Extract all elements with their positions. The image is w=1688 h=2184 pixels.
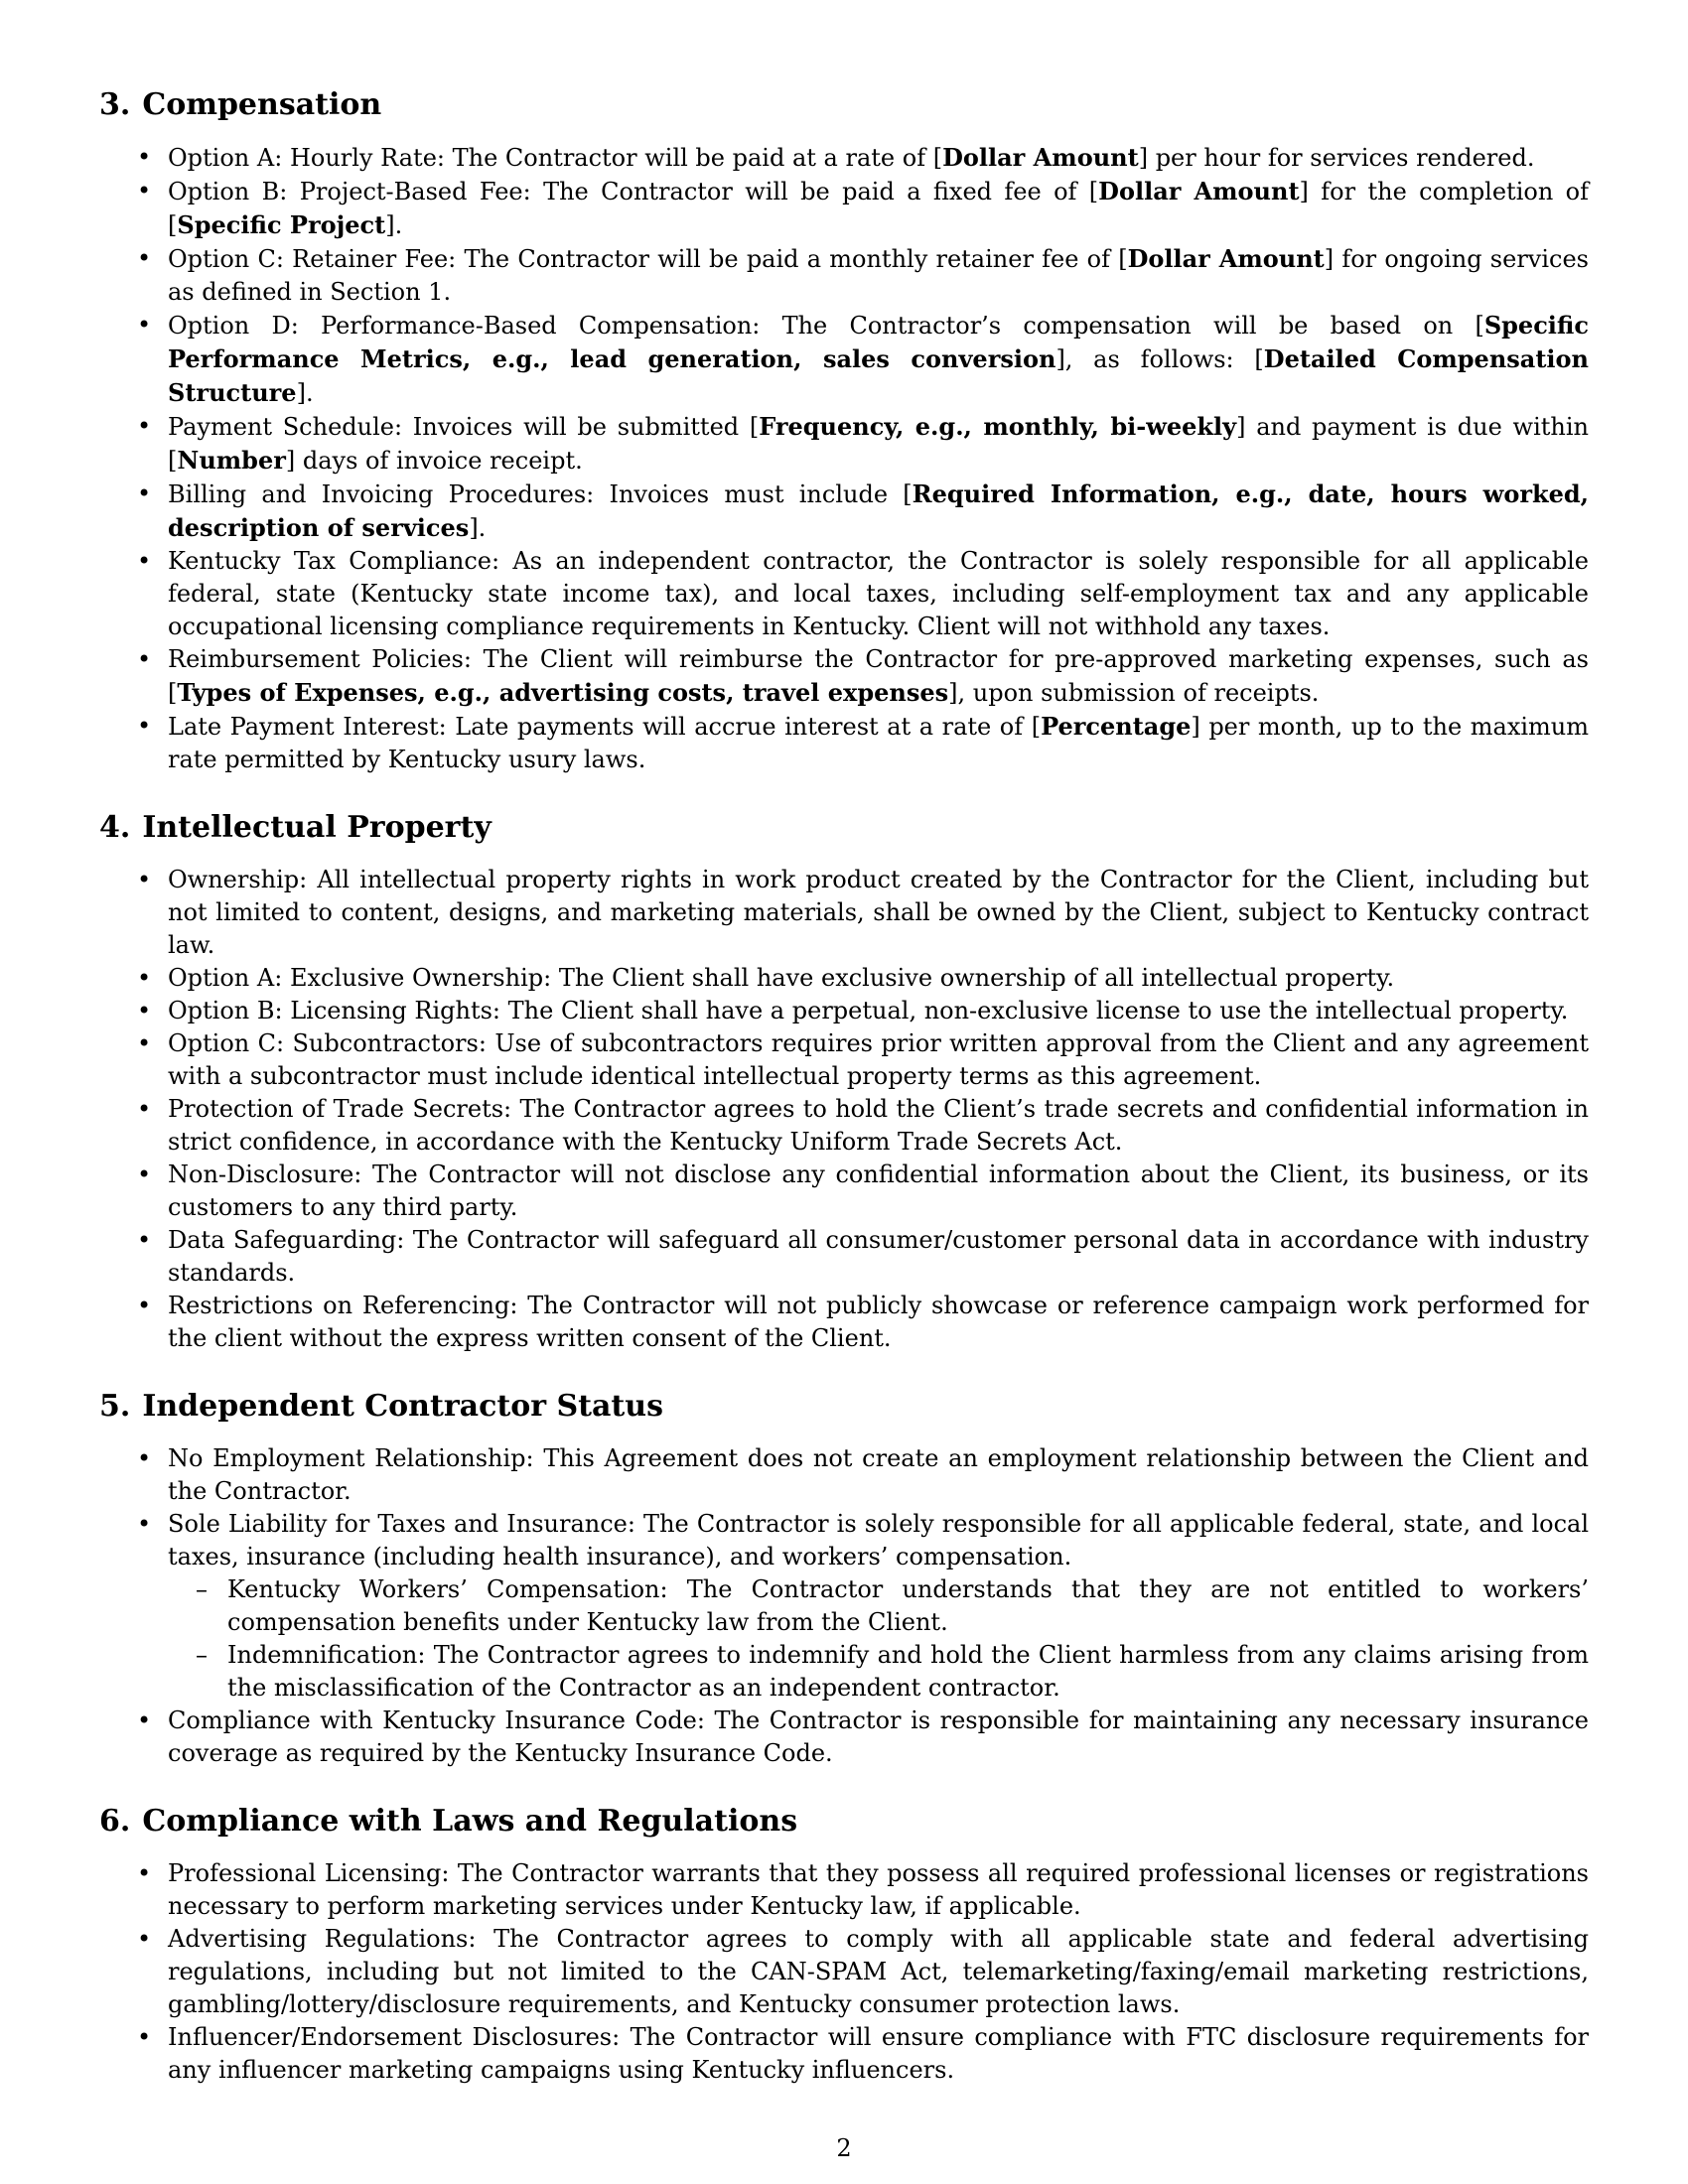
bullet-list (99, 1442, 1589, 1770)
list-item (99, 1159, 1589, 1224)
section-number: 3. (99, 87, 131, 122)
item-text: ]. (296, 379, 314, 407)
section-title: Compliance with Laws and Regulations (142, 1804, 798, 1839)
list-item (99, 478, 1589, 545)
section-heading (99, 810, 1589, 846)
placeholder-field: Dollar Amount (942, 143, 1139, 172)
document-page (99, 87, 1589, 2120)
item-text: Restrictions on Referencing: The Contractor will not publicly showcase or reference campaign work performed for the client without the express written consent of the Client. (168, 1292, 1589, 1352)
item-text: Billing and Invoicing Procedures: Invoices must include [ (168, 480, 913, 508)
item-text: ] days of invoice receipt. (285, 447, 583, 475)
list-item (99, 1923, 1589, 2021)
placeholder-field: Number (177, 446, 286, 475)
item-text: Option C: Subcontractors: Use of subcontractors requires prior written approval from the Client and any agreement with a subcontractor must include identical intellectual property terms as this agreement. (168, 1029, 1589, 1090)
list-item (99, 1290, 1589, 1355)
placeholder-field: Types of Expenses, e.g., advertising costs, travel expenses (177, 678, 949, 707)
section-3 (99, 87, 1589, 776)
list-item (99, 242, 1589, 309)
section-4 (99, 810, 1589, 1355)
item-text: Option D: Performance-Based Compensation: The Contractor’s compensation will be based on [ (168, 312, 1484, 340)
placeholder-field: Dollar Amount (1127, 244, 1325, 273)
item-text: Payment Schedule: Invoices will be submitted [ (168, 413, 760, 441)
list-item (99, 1093, 1589, 1159)
list-item (99, 545, 1589, 643)
section-number: 6. (99, 1804, 131, 1839)
page-number: 2 (836, 2134, 852, 2162)
item-text: ] for the completion of [ (168, 178, 1590, 239)
item-text: Option A: Hourly Rate: The Contractor will be paid at a rate of [ (168, 144, 943, 172)
placeholder-field: Specific Performance Metrics, e.g., lead generation, sales conversion (168, 311, 1589, 373)
list-item (99, 1224, 1589, 1290)
item-text: Late Payment Interest: Late payments will accrue interest at a rate of [ (168, 713, 1042, 741)
section-5 (99, 1389, 1589, 1770)
item-text: Influencer/Endorsement Disclosures: The Contractor will ensure compliance with FTC disclosure requirements for any influencer marketing campaigns using Kentucky influencers. (168, 2023, 1589, 2084)
list-item (99, 1857, 1589, 1923)
item-text: Option B: Licensing Rights: The Client shall have a perpetual, non-exclusive license to use the intellectual property. (168, 997, 1569, 1024)
item-text: ] per hour for services rendered. (1138, 144, 1535, 172)
item-text: Sole Liability for Taxes and Insurance: The Contractor is solely responsible for all applicable federal, state, and local taxes, insurance (including health insurance), and workers’ compensation. (168, 1510, 1589, 1570)
list-item (99, 1705, 1589, 1770)
item-text: Option B: Project-Based Fee: The Contractor will be paid a fixed fee of [ (168, 178, 1099, 205)
list-item (99, 962, 1589, 995)
sub-list-item: – Kentucky Workers’ Compensation: The Contractor understands that they are not entitled to workers’ compensation benefits under Kentucky law from the Client. (168, 1573, 1589, 1639)
item-text: Advertising Regulations: The Contractor agrees to comply with all applicable state and federal advertising regulations, including but not limited to the CAN-SPAM Act, telemarketing/faxing/email marketing restrictions, gambling/lottery/disclosure requirements, and Kentucky consumer protection laws. (168, 1925, 1589, 2018)
item-text: ] and payment is due within [ (168, 413, 1590, 475)
placeholder-field: Percentage (1041, 712, 1192, 741)
item-text: ] for ongoing services as defined in Section 1. (168, 245, 1589, 306)
item-text: Data Safeguarding: The Contractor will safeguard all consumer/customer personal data in accordance with industry standards. (168, 1226, 1589, 1287)
bullet-list (99, 864, 1589, 1355)
item-text: Option C: Retainer Fee: The Contractor will be paid a monthly retainer fee of [ (168, 245, 1128, 273)
section-title: Independent Contractor Status (142, 1389, 663, 1424)
section-heading (99, 1389, 1589, 1425)
item-text: Professional Licensing: The Contractor warrants that they possess all required professional licenses or registrations necessary to perform marketing services under Kentucky law, if applicable. (168, 1859, 1589, 1920)
list-item (99, 2021, 1589, 2087)
placeholder-field: Detailed Compensation Structure (168, 344, 1589, 407)
item-text: Compliance with Kentucky Insurance Code: The Contractor is responsible for maintaining any necessary insurance coverage as required by the Kentucky Insurance Code. (168, 1706, 1589, 1767)
item-text: Ownership: All intellectual property rights in work product created by the Contractor for the Client, including but not limited to content, designs, and marketing materials, shall be owned by the Client, subject to Kentucky contract law. (168, 866, 1589, 959)
list-item (99, 710, 1589, 776)
item-text: ]. (385, 211, 403, 239)
section-heading (99, 1804, 1589, 1840)
section-title: Compensation (142, 87, 382, 122)
item-text: ] per month, up to the maximum rate permitted by Kentucky usury laws. (168, 713, 1589, 773)
section-number: 5. (99, 1389, 131, 1424)
item-text: Option A: Exclusive Ownership: The Client shall have exclusive ownership of all intellectual property. (168, 964, 1395, 992)
placeholder-field: Required Information, e.g., date, hours worked, description of services (168, 479, 1590, 542)
section-heading (99, 87, 1589, 123)
list-item (99, 1508, 1589, 1705)
section-6 (99, 1804, 1589, 2087)
placeholder-field: Frequency, e.g., monthly, bi-weekly (759, 412, 1237, 441)
list-item (99, 995, 1589, 1027)
item-text: ]. (469, 514, 487, 542)
item-text: No Employment Relationship: This Agreement does not create an employment relationship between the Client and the Contractor. (168, 1444, 1589, 1505)
bullet-list (99, 141, 1589, 776)
section-number: 4. (99, 810, 131, 845)
placeholder-field: Specific Project (177, 210, 386, 239)
list-item (99, 864, 1589, 962)
section-title: Intellectual Property (142, 810, 492, 845)
list-item (99, 1027, 1589, 1093)
item-text: Non-Disclosure: The Contractor will not disclose any confidential information about the Client, its business, or its customers to any third party. (168, 1160, 1589, 1221)
bullet-list (99, 1857, 1589, 2087)
sub-list (168, 1573, 1589, 1705)
list-item (99, 410, 1589, 478)
sub-list-item: – Indemnification: The Contractor agrees to indemnify and hold the Client harmless from any claims arising from the misclassification of the Contractor as an independent contractor. (168, 1639, 1589, 1705)
list-item (99, 141, 1589, 175)
item-text: Reimbursement Policies: The Client will reimburse the Contractor for pre-approved marketing expenses, such as [ (168, 645, 1589, 707)
item-text: Kentucky Tax Compliance: As an independent contractor, the Contractor is solely responsible for all applicable federal, state (Kentucky state income tax), and local taxes, including self-employment tax and any applicable occupational licensing compliance requirements in Kentucky. Client will not withhold any taxes. (168, 547, 1589, 640)
placeholder-field: Dollar Amount (1098, 177, 1300, 205)
item-text: Protection of Trade Secrets: The Contractor agrees to hold the Client’s trade secrets and confidential information in strict confidence, in accordance with the Kentucky Uniform Trade Secrets Act. (168, 1095, 1589, 1156)
item-text: ], as follows: [ (1055, 345, 1264, 373)
list-item (99, 175, 1589, 242)
list-item (99, 643, 1589, 710)
list-item (99, 309, 1589, 410)
item-text: ], upon submission of receipts. (948, 679, 1320, 707)
list-item (99, 1442, 1589, 1508)
